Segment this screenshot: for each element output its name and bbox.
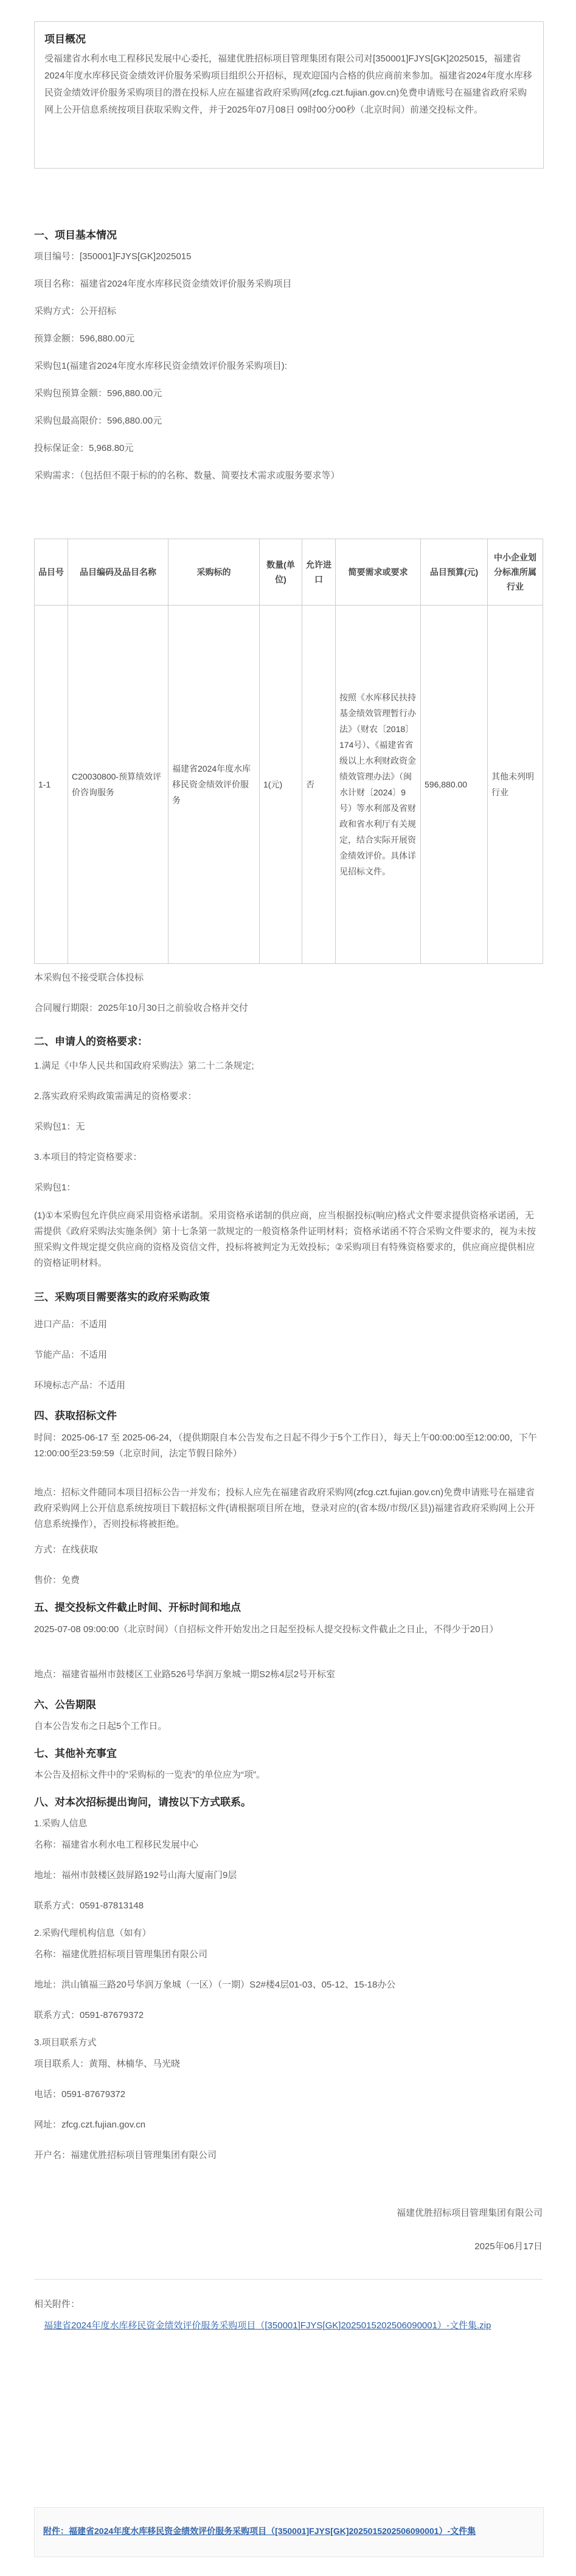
section5-heading: 五、提交投标文件截止时间、开标时间和地点	[34, 1602, 241, 1613]
signature-org: 福建优胜招标项目管理集团有限公司	[396, 2208, 543, 2218]
section1-heading: 一、项目基本情况	[34, 229, 117, 241]
table-header-row	[35, 539, 543, 606]
package1-budget: 采购包预算金额：596,880.00元	[34, 388, 162, 399]
procurement-items-table	[34, 539, 543, 964]
signature-date: 2025年06月17日	[474, 2241, 543, 2252]
section4-heading: 四、获取招标文件	[34, 1410, 117, 1422]
procurement-requirement: 采购需求：（包括但不限于标的的名称、数量、简要技术需求或服务要求等）	[34, 470, 340, 481]
contact-website: 网址：zfcg.czt.fujian.gov.cn	[34, 2120, 146, 2130]
qualification-3a: 采购包1：	[34, 1182, 76, 1193]
obtain-method: 方式：在线获取	[34, 1545, 99, 1555]
section8-heading: 八、对本次招标提出询问，请按以下方式联系。	[34, 1796, 251, 1808]
project-number: 项目编号：[350001]FJYS[GK]2025015	[34, 251, 192, 262]
header-cell: 简要需求或要求	[336, 539, 421, 606]
overview-title: 项目概况	[44, 33, 86, 45]
header-cell: 数量(单位)	[260, 539, 302, 606]
section7-heading: 七、其他补充事宜	[34, 1748, 117, 1759]
policy-imports: 进口产品：不适用	[34, 1319, 108, 1330]
attachment-link[interactable]: 福建省2024年度水库移民资金绩效评价服务采购项目（[350001]FJYS[GK]2025015202506090001）-文件集.zip	[44, 2320, 491, 2331]
table-cell: 596,880.00	[421, 606, 488, 964]
header-cell: 采购标的	[168, 539, 260, 606]
agency-name: 名称：福建优胜招标项目管理集团有限公司	[34, 1949, 208, 1960]
bid-deposit: 投标保证金：5,968.80元	[34, 443, 134, 453]
qualification-3b: (1)①本采购包允许供应商采用资格承诺制。采用资格承诺制的供应商，应当根据投标(响应)格式文件要求提供资格承诺函，无需提供《政府采购法实施条例》第十七条第一款规定的一般资格条件证明材料；资格承诺函不符合采购文件要求的，视为未按照采购文件规定提交供应商的资格及资信文件，投标将被判定为无效投标；②采购项目有特殊资格要求的，供应商应提供相应的资格证明材料。	[34, 1210, 536, 1268]
policy-energy: 节能产品：不适用	[34, 1350, 108, 1360]
table-cell: 福建省2024年度水库移民资金绩效评价服务	[168, 606, 260, 964]
package1-title: 采购包1(福建省2024年度水库移民资金绩效评价服务采购项目):	[34, 361, 287, 371]
header-cell: 允许进口	[302, 539, 336, 606]
table-cell: 按照《水库移民扶持基金绩效管理暂行办法》（财农〔2018〕174号）、《福建省省级以上水利财政资金绩效管理办法》（闽水计财〔2024〕9号）等水利部及省财政和省水利厅有关规定，结合实际开展资金绩效评价。具体详见招标文件。	[336, 606, 421, 964]
notice-period: 自本公告发布之日起5个工作日。	[34, 1721, 167, 1731]
contact-phone: 电话：0591-87679372	[34, 2089, 126, 2100]
project-name: 项目名称：福建省2024年度水库移民资金绩效评价服务采购项目	[34, 279, 292, 289]
purchaser-name: 名称：福建省水利水电工程移民发展中心	[34, 1840, 199, 1850]
obtain-place: 地点：招标文件随同本项目招标公告一并发布；投标人应先在福建省政府采购网(zfcg.czt.fujian.gov.cn)免费申请账号在福建省政府采购网上公开信息系统按项目下载招标文件(请根据项目所在地，登录对应的(省本级/市级/区县))福建省政府采购网上公开信息系统操作），否则投标将被拒绝。	[34, 1487, 535, 1529]
header-cell: 品目号	[35, 539, 68, 606]
contact-title: 3.项目联系方式	[34, 2037, 97, 2048]
agency-phone: 联系方式：0591-87679372	[34, 2010, 144, 2020]
obtain-price: 售价：免费	[34, 1575, 80, 1585]
attachments-label: 相关附件：	[34, 2299, 80, 2309]
header-cell: 中小企业划分标准所属行业	[488, 539, 543, 606]
qualification-2: 2.落实政府采购政策需满足的资格要求：	[34, 1091, 197, 1101]
purchaser-title: 1.采购人信息	[34, 1818, 88, 1829]
table-cell: 其他未列明行业	[488, 606, 543, 964]
table-cell: 否	[302, 606, 336, 964]
policy-environment: 环境标志产品：不适用	[34, 1380, 126, 1391]
qualification-1: 1.满足《中华人民共和国政府采购法》第二十二条规定;	[34, 1061, 254, 1071]
procurement-method: 采购方式：公开招标	[34, 306, 117, 316]
divider	[34, 2279, 543, 2280]
consortium-note: 本采购包不接受联合体投标	[34, 972, 144, 983]
contract-term: 合同履行期限：2025年10月30日之前验收合格并交付	[34, 1003, 248, 1013]
header-cell: 品目预算(元)	[421, 539, 488, 606]
contact-people: 项目联系人：黄翔、林楠华、马光晓	[34, 2059, 181, 2069]
table-row	[35, 606, 543, 964]
bottom-attachment-link[interactable]: 附件：福建省2024年度水库移民资金绩效评价服务采购项目（[350001]FJYS[GK]2025015202506090001）-文件集	[43, 2526, 476, 2536]
attachment-bar	[34, 2507, 544, 2557]
overview-text: 受福建省水利水电工程移民发展中心委托，福建优胜招标项目管理集团有限公司对[350001]FJYS[GK]2025015，福建省2024年度水库移民资金绩效评价服务采购项目组织公开招标，现欢迎国内合格的供应商前来参加。福建省2024年度水库移民资金绩效评价服务采购项目的潜在投标人应在福建省政府采购网(zfcg.czt.fujian.gov.cn)免费申请账号在福建省政府采购网上公开信息系统按项目获取采购文件，并于2025年07月08日 09时00分00秒（北京时间）前递交投标文件。	[44, 54, 532, 115]
agency-address: 地址：洪山镇福三路20号华润万象城（一区）（一期）S2#楼4层01-03、05-12、15-18办公	[34, 1980, 396, 1990]
table-cell: 1-1	[35, 606, 68, 964]
project-overview-box	[34, 21, 544, 169]
section2-heading: 二、申请人的资格要求：	[34, 1036, 148, 1047]
header-cell: 品目编码及品目名称	[68, 539, 168, 606]
section3-heading: 三、采购项目需要落实的政府采购政策	[34, 1291, 210, 1303]
obtain-time: 时间：2025-06-17 至 2025-06-24，（提供期限自本公告发布之日起不得少于5个工作日），每天上午00:00:00至12:00:00，下午12:00:00至23:59:59（北京时间，法定节假日除外）	[34, 1433, 537, 1459]
agency-title: 2.采购代理机构信息（如有）	[34, 1928, 151, 1938]
table-cell: C20030800-预算绩效评价咨询服务	[68, 606, 168, 964]
supplementary-note: 本公告及招标文件中的“采购标的一览表”的单位应为“项”。	[34, 1770, 265, 1780]
contact-issuer: 开户名：福建优胜招标项目管理集团有限公司	[34, 2150, 217, 2160]
table-cell: 1(元)	[260, 606, 302, 964]
bid-opening-place: 地点：福建省福州市鼓楼区工业路526号华润万象城一期S2栋4层2号开标室	[34, 1669, 336, 1680]
package1-max-price: 采购包最高限价：596,880.00元	[34, 416, 162, 426]
qualification-3: 3.本项目的特定资格要求：	[34, 1152, 142, 1162]
budget-amount: 预算金额：596,880.00元	[34, 333, 135, 344]
bid-deadline: 2025-07-08 09:00:00（北京时间）（自招标文件开始发出之日起至投标人提交投标文件截止之日止，不得少于20日）	[34, 1624, 499, 1635]
purchaser-address: 地址：福州市鼓楼区鼓屏路192号山海大厦南门9层	[34, 1870, 237, 1880]
qualification-2a: 采购包1：无	[34, 1122, 85, 1132]
purchaser-phone: 联系方式：0591-87813148	[34, 1901, 144, 1911]
section6-heading: 六、公告期限	[34, 1699, 96, 1711]
